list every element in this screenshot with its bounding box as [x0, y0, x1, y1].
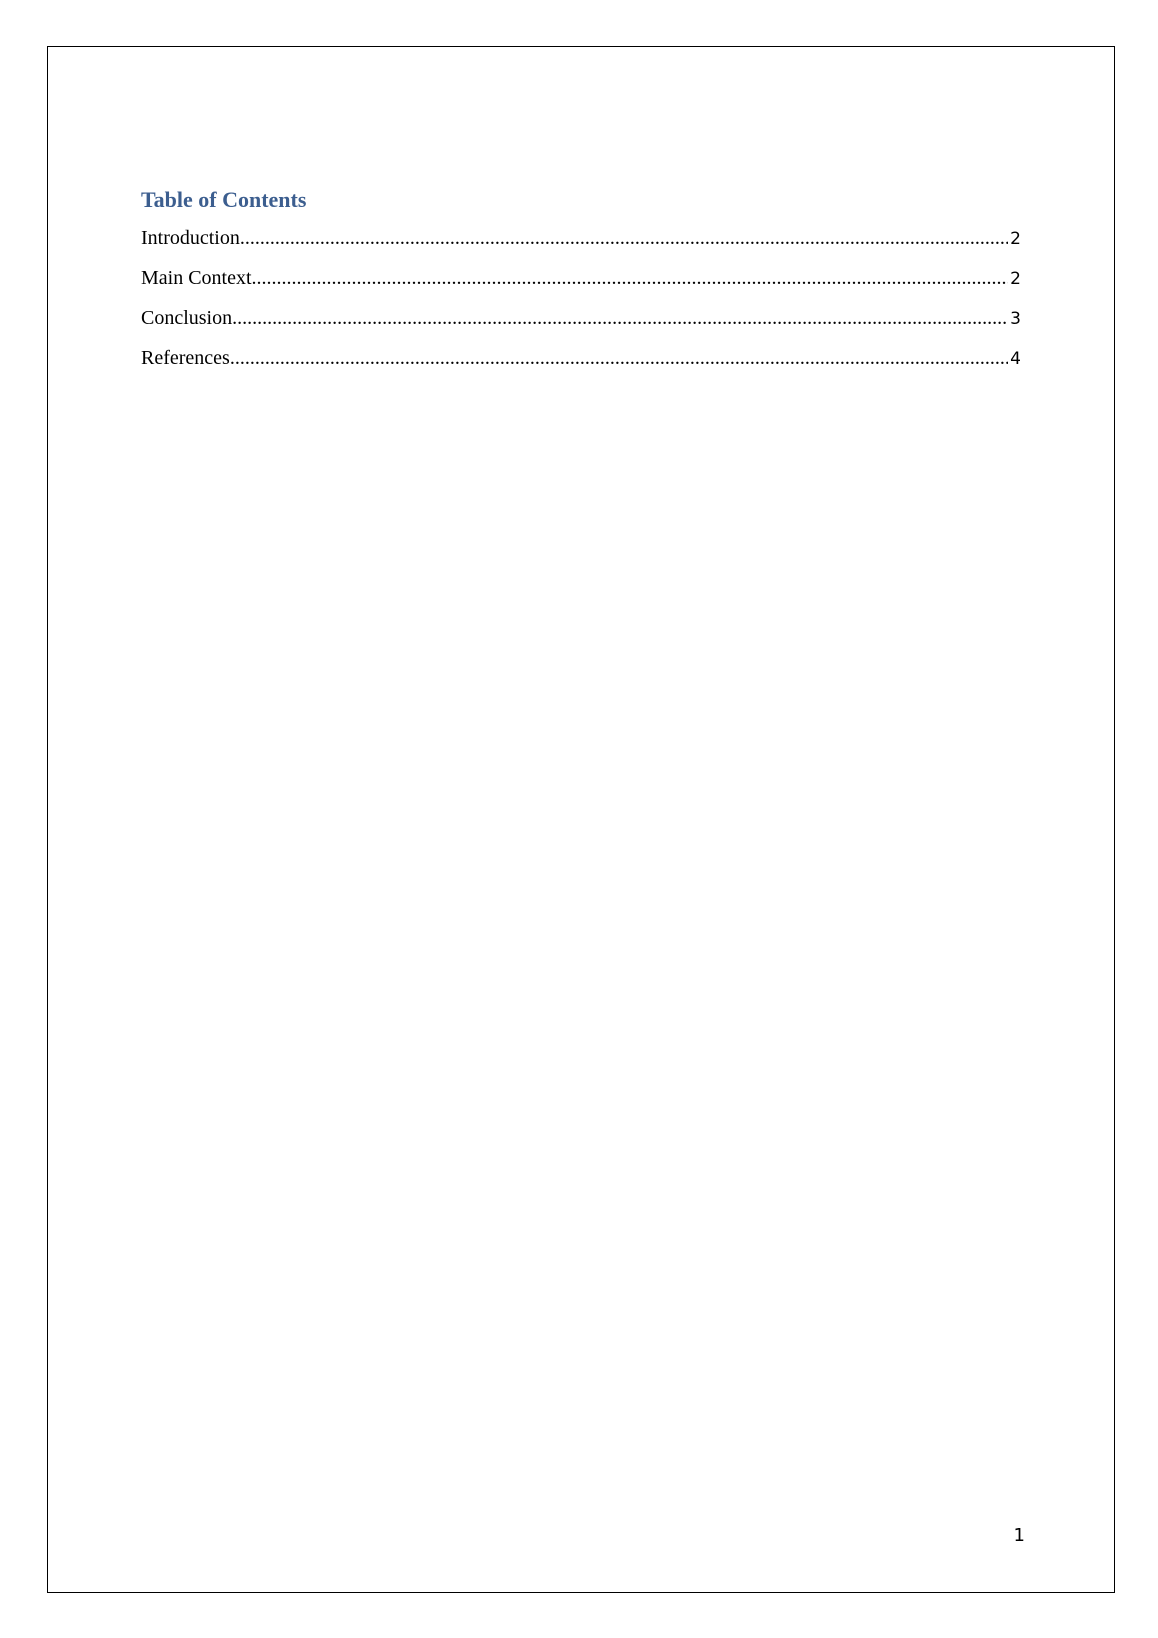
toc-entry-label: Conclusion — [141, 307, 233, 329]
toc-entry-page: 2 — [1010, 229, 1021, 249]
toc-title: Table of Contents — [141, 187, 307, 212]
toc-entry-label: Main Context — [141, 267, 252, 289]
toc-entry-label: References — [141, 347, 230, 369]
toc-entry-label: Introduction — [141, 227, 240, 249]
page-number: 1 — [1013, 1525, 1025, 1546]
toc-entry-conclusion[interactable] — [141, 307, 1021, 347]
toc-entry-page: 4 — [1010, 349, 1021, 369]
toc-dot-leader — [252, 267, 1009, 290]
toc-entry-references[interactable] — [141, 347, 1021, 387]
toc-entry-page: 2 — [1010, 269, 1021, 289]
toc-list — [141, 227, 1021, 387]
toc-dot-leader — [230, 347, 1008, 370]
toc-entry-page: 3 — [1010, 309, 1021, 329]
toc-entry-introduction[interactable] — [141, 227, 1021, 267]
toc-dot-leader — [232, 307, 1008, 330]
document-body — [141, 185, 1021, 387]
toc-dot-leader — [240, 227, 1008, 250]
toc-entry-main-context[interactable] — [141, 267, 1021, 307]
